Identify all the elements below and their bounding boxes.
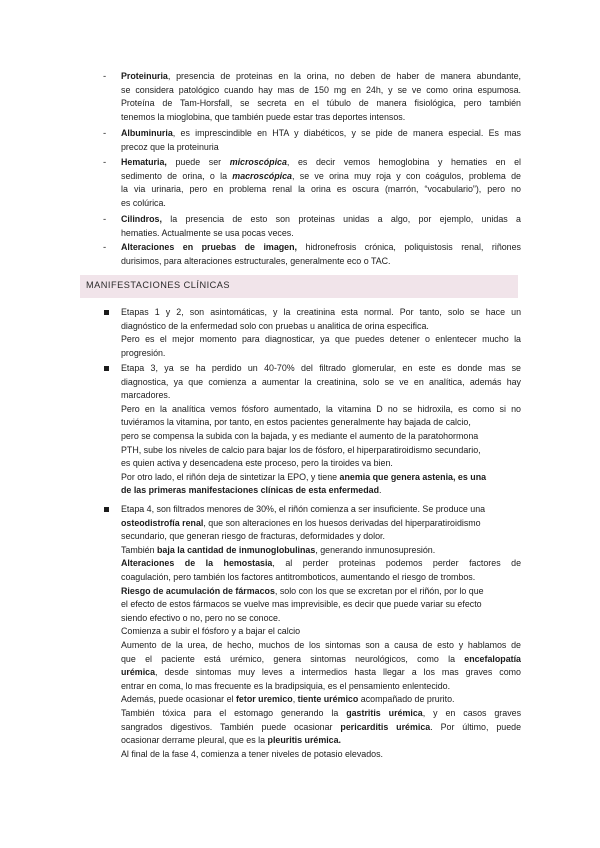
text-line: pero se compensa la subida con la bajada, y es mediante el aumento de la paratohormona [121,430,479,441]
text-line: es quien activa y desencadena este proceso, pero la tiroides va bien. [121,458,393,469]
dash-bullet: - [103,71,107,82]
text-line: entrar en coma, lo mas frecuente es la bradipsiquia, es el pensamiento enlentecido. [121,680,451,691]
text-line: Proteinuria, presencia de proteinas en la orina, no deben de haber de manera abundante, [121,71,521,81]
text-line: sedimento de orina, o la macroscópica, se ve orina muy roja y con coágulos, problema de [121,170,521,181]
text-line: tenemos la mioglobina, que también puede estar tras deportes intensos. [121,111,406,122]
dash-bullet: - [103,128,107,139]
text-line: Pero es el mejor momento para diagnosticar, ya que puedes detener o enlentecer mucho la [121,334,521,345]
text-line: Proteína de Tam-Horsfall, se secreta en el túbulo de manera fisiológica, pero también [121,98,521,109]
section-title: MANIFESTACIONES CLÍNICAS [86,280,231,290]
text-line: hematies. Actualmente se usa pocas veces. [121,227,294,238]
text-line: Albuminuria, es imprescindible en HTA y diabéticos, y se pide de manera especial. Es mas [121,128,521,138]
section-header [80,275,518,298]
text-line: Alteraciones en pruebas de imagen, hidronefrosis crónica, poliquistosis renal, riñones [121,242,521,252]
text-line: se considera patológico cuando hay mas de 150 mg en 24h, y se ve como orina espumosa. [121,84,521,95]
text-line: Hematuria, puede ser microscópica, es decir vemos hemoglobina y hematies en el [121,157,521,167]
text-line: Cilindros, la presencia de esto son proteinas unidas a algo, por ejemplo, unidas a [121,214,521,224]
text-line: Al final de la fase 4, comienza a tener niveles de potasio elevados. [121,748,383,759]
text-line: urémica, desde sintomas muy leves a intermedios hasta llegar a los mas graves como [121,667,521,678]
text-line: durisimos, para alteraciones estructurales, generalmente eco o TAC. [121,255,391,266]
text-line: de las primeras manifestaciones clínicas de esta enfermedad. [121,485,382,496]
text-line: osteodistrofía renal, que son alteraciones en los huesos derivadas del hiperparatiroidismo [121,517,481,528]
text-line: precoz que la proteinuria [121,141,219,152]
square-bullet-icon [104,507,109,512]
text-line: progresión. [121,347,166,358]
text-line: Etapas 1 y 2, son asintomáticas, y la creatinina esta normal. Por tanto, solo se hace un [121,307,521,317]
text-line: Por otro lado, el riñón deja de sintetizar la EPO, y tiene anemia que genera astenia, es una [121,471,487,482]
text-line: que el paciente está urémico, genera sintomas neurológicos, como la encefalopatía [121,653,521,664]
text-line: También tóxica para el estomago generando la gastritis urémica, y en casos graves [121,707,521,718]
text-line: sangrados digestivos. También puede ocasionar pericarditis urémica. Por último, puede [121,721,521,732]
text-line: Etapa 3, ya se ha perdido un 40-70% del filtrado glomerular, en este es donde mas se [121,363,521,373]
text-line: Etapa 4, son filtrados menores de 30%, el riñón comienza a ser insuficiente. Se produce una [121,504,486,514]
text-line: coagulación, pero también los factores antitromboticos, aumentando el riesgo de trombos. [121,571,476,582]
text-line: Riesgo de acumulación de fármacos, solo con los que se excretan por el riñón, por lo que [121,585,484,596]
square-bullet-icon [104,366,109,371]
dash-bullet: - [103,214,107,225]
text-line: diagnóstico de la enfermedad solo con pruebas u analitica de orina especifica. [121,320,429,331]
text-line: Comienza a subir el fósforo y a bajar el calcio [121,626,301,637]
text-line: Alteraciones de la hemostasia, al perder proteinas podemos perder factores de [121,558,521,569]
text-line: marcadores. [121,390,171,401]
text-line: la via urinaria, pero en problema renal la orina es oscura (marrón, “vocabulario”), pero no [121,184,521,195]
text-line: es colúrica. [121,197,166,208]
text-line: Pero en la analítica vemos fósforo aumentado, la vitamina D no se hidroxila, es como si no [121,403,521,414]
text-line: siendo efectivo o no, pero no se conoce. [121,612,281,623]
square-bullet-icon [104,310,109,315]
text-line: secundario, que generan riesgo de fracturas, deformidades y dolor. [121,531,385,542]
text-line: ocasionar derrame pleural, que es la pleuritis urémica. [121,735,342,746]
text-line: Aumento de la urea, de hecho, muchos de los sintomas son a causa de esto y hablamos de [121,639,521,650]
text-line: diagnostica, ya que comienza a aumentar la creatinina, solo se ve en analítica, además hay [121,376,521,387]
text-line: PTH, sube los niveles de calcio para bajar los de fósforo, el hiperparatiroidismo secundario, [121,444,481,455]
text-line: el efecto de estos fármacos se vuelve mas imprevisible, es decir que puede variar su efecto [121,599,482,610]
dash-bullet: - [103,242,107,253]
text-line: También baja la cantidad de inmunoglobulinas, generando inmunosupresión. [121,544,436,555]
text-line: tuviéramos la vitamina, por tanto, en estos pacientes generalmente hay bajada de calcio, [121,417,471,428]
dash-bullet: - [103,157,107,168]
text-line: Además, puede ocasionar el fetor uremico, tiente urémico acompañado de prurito. [121,694,455,705]
